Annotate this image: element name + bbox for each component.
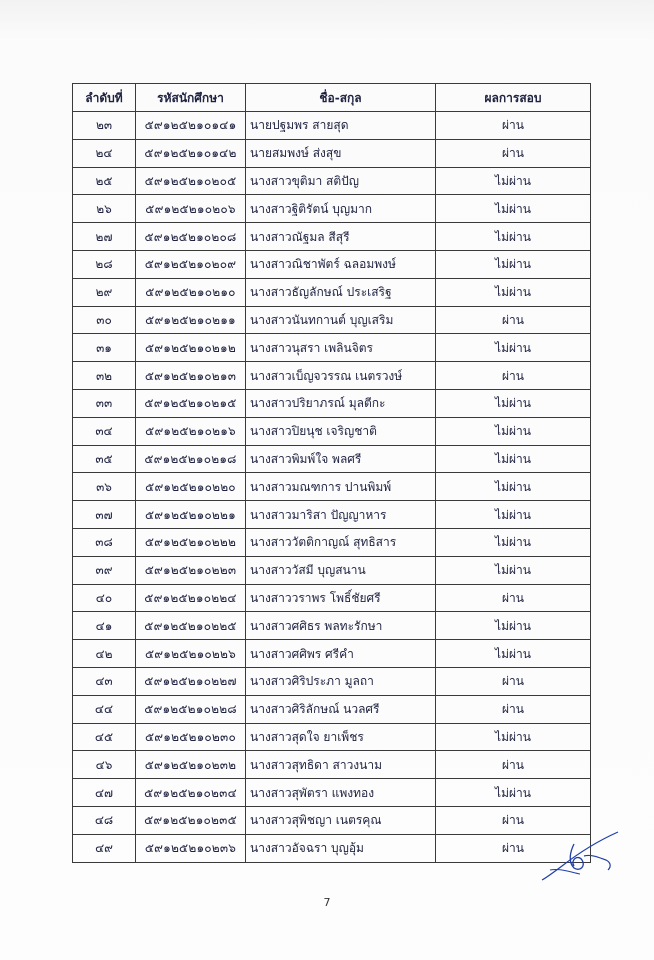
table-row xyxy=(73,139,591,167)
table-row xyxy=(73,362,591,390)
exam-result: ผ่าน xyxy=(436,695,591,723)
exam-result: ไม่ผ่าน xyxy=(436,223,591,251)
table-row xyxy=(73,612,591,640)
row-number: ๒๔ xyxy=(73,139,136,167)
student-id: ๕๙๑๒๕๒๑๐๒๓๔ xyxy=(136,779,246,807)
student-id: ๕๙๑๒๕๒๑๐๒๒๗ xyxy=(136,667,246,695)
exam-result: ผ่าน xyxy=(436,751,591,779)
student-id: ๕๙๑๒๕๒๑๐๒๒๒ xyxy=(136,528,246,556)
table-row xyxy=(73,834,591,862)
student-id: ๕๙๑๒๕๒๑๐๒๑๒ xyxy=(136,334,246,362)
exam-result: ไม่ผ่าน xyxy=(436,473,591,501)
student-name: นางสาวอัจฉรา บุญอุ้ม xyxy=(246,834,436,862)
student-id: ๕๙๑๒๕๒๑๐๒๒๓ xyxy=(136,556,246,584)
row-number: ๓๖ xyxy=(73,473,136,501)
student-id: ๕๙๑๒๕๒๑๐๒๑๑ xyxy=(136,306,246,334)
handwritten-signature-icon xyxy=(540,826,624,882)
exam-result: ไม่ผ่าน xyxy=(436,445,591,473)
row-number: ๔๕ xyxy=(73,723,136,751)
table-row xyxy=(73,640,591,668)
student-id: ๕๙๑๒๕๒๑๐๒๑๐ xyxy=(136,278,246,306)
row-number: ๔๑ xyxy=(73,612,136,640)
table-row xyxy=(73,556,591,584)
row-number: ๔๗ xyxy=(73,779,136,807)
student-id: ๕๙๑๒๕๒๑๐๒๑๘ xyxy=(136,445,246,473)
table-row xyxy=(73,167,591,195)
student-name: นายสมพงษ์ ส่งสุข xyxy=(246,139,436,167)
row-number: ๔๒ xyxy=(73,640,136,668)
row-number: ๔๐ xyxy=(73,584,136,612)
student-name: นางสาวเบ็ญจวรรณ เนตรวงษ์ xyxy=(246,362,436,390)
student-name: นางสาววัสมี บุญสนาน xyxy=(246,556,436,584)
exam-result: ไม่ผ่าน xyxy=(436,640,591,668)
table-row xyxy=(73,751,591,779)
table-row xyxy=(73,584,591,612)
exam-result: ไม่ผ่าน xyxy=(436,334,591,362)
student-name: นางสาวมาริสา ปัญญาหาร xyxy=(246,501,436,529)
table-row xyxy=(73,278,591,306)
student-id: ๕๙๑๒๕๒๑๐๒๐๙ xyxy=(136,250,246,278)
header-student-id: รหัสนักศึกษา xyxy=(136,84,246,112)
student-id: ๕๙๑๒๕๒๑๐๒๐๘ xyxy=(136,223,246,251)
exam-result: ไม่ผ่าน xyxy=(436,723,591,751)
student-name: นางสาวนันทกานต์ บุญเสริม xyxy=(246,306,436,334)
table-row xyxy=(73,528,591,556)
student-id: ๕๙๑๒๕๒๑๐๒๐๖ xyxy=(136,195,246,223)
table-row xyxy=(73,306,591,334)
exam-result: ไม่ผ่าน xyxy=(436,501,591,529)
row-number: ๓๒ xyxy=(73,362,136,390)
exam-result: ผ่าน xyxy=(436,834,591,862)
row-number: ๓๘ xyxy=(73,528,136,556)
student-name: นางสาวปิยนุช เจริญชาติ xyxy=(246,417,436,445)
header-name: ชื่อ-สกุล xyxy=(246,84,436,112)
exam-results-table xyxy=(72,83,591,863)
exam-result: ไม่ผ่าน xyxy=(436,612,591,640)
row-number: ๔๔ xyxy=(73,695,136,723)
student-name: นางสาวสุดใจ ยาเพ็ชร xyxy=(246,723,436,751)
student-id: ๕๙๑๒๕๒๑๐๒๓๒ xyxy=(136,751,246,779)
student-id: ๕๙๑๒๕๒๑๐๒๐๕ xyxy=(136,167,246,195)
table-row xyxy=(73,723,591,751)
student-id: ๕๙๑๒๕๒๑๐๒๓๐ xyxy=(136,723,246,751)
student-id: ๕๙๑๒๕๒๑๐๒๑๖ xyxy=(136,417,246,445)
student-id: ๕๙๑๒๕๒๑๐๒๒๐ xyxy=(136,473,246,501)
student-name: นางสาวพิมพ์ใจ พลศรี xyxy=(246,445,436,473)
student-id: ๕๙๑๒๕๒๑๐๒๓๖ xyxy=(136,834,246,862)
student-id: ๕๙๑๒๕๒๑๐๒๒๑ xyxy=(136,501,246,529)
exam-result: ผ่าน xyxy=(436,806,591,834)
table-row xyxy=(73,334,591,362)
table-row xyxy=(73,223,591,251)
row-number: ๒๖ xyxy=(73,195,136,223)
row-number: ๓๙ xyxy=(73,556,136,584)
student-id: ๕๙๑๒๕๒๑๐๑๔๑ xyxy=(136,112,246,140)
exam-result: ไม่ผ่าน xyxy=(436,167,591,195)
table-row xyxy=(73,417,591,445)
table-row xyxy=(73,806,591,834)
exam-result: ไม่ผ่าน xyxy=(436,556,591,584)
table-row xyxy=(73,389,591,417)
student-name: นางสาวศศิพร ศรีคำ xyxy=(246,640,436,668)
table-row xyxy=(73,112,591,140)
table-row xyxy=(73,195,591,223)
student-id: ๕๙๑๒๕๒๑๐๑๔๒ xyxy=(136,139,246,167)
student-name: นางสาวศิริลักษณ์ นวลศรี xyxy=(246,695,436,723)
student-name: นายปฐมพร สายสุด xyxy=(246,112,436,140)
exam-result: ผ่าน xyxy=(436,362,591,390)
student-id: ๕๙๑๒๕๒๑๐๒๓๕ xyxy=(136,806,246,834)
row-number: ๒๙ xyxy=(73,278,136,306)
header-no: ลำดับที่ xyxy=(73,84,136,112)
row-number: ๒๘ xyxy=(73,250,136,278)
row-number: ๔๙ xyxy=(73,834,136,862)
row-number: ๓๑ xyxy=(73,334,136,362)
row-number: ๒๗ xyxy=(73,223,136,251)
student-name: นางสาวสุพิชญา เนตรคุณ xyxy=(246,806,436,834)
row-number: ๔๘ xyxy=(73,806,136,834)
row-number: ๒๓ xyxy=(73,112,136,140)
student-id: ๕๙๑๒๕๒๑๐๒๑๓ xyxy=(136,362,246,390)
student-name: นางสาววราพร โพธิ์ชัยศรี xyxy=(246,584,436,612)
header-result: ผลการสอบ xyxy=(436,84,591,112)
row-number: ๓๕ xyxy=(73,445,136,473)
exam-result: ผ่าน xyxy=(436,112,591,140)
student-id: ๕๙๑๒๕๒๑๐๒๒๕ xyxy=(136,612,246,640)
student-name: นางสาวสุพัตรา แพงทอง xyxy=(246,779,436,807)
exam-result: ไม่ผ่าน xyxy=(436,389,591,417)
student-name: นางสาวณัฐมล สีสุรี xyxy=(246,223,436,251)
exam-result: ผ่าน xyxy=(436,306,591,334)
page-number: 7 xyxy=(323,896,331,909)
table-row xyxy=(73,250,591,278)
row-number: ๓๐ xyxy=(73,306,136,334)
exam-result: ผ่าน xyxy=(436,667,591,695)
student-name: นางสาวศศิธร พลทะรักษา xyxy=(246,612,436,640)
exam-result: ไม่ผ่าน xyxy=(436,250,591,278)
table-row xyxy=(73,695,591,723)
row-number: ๒๕ xyxy=(73,167,136,195)
row-number: ๓๓ xyxy=(73,389,136,417)
student-name: นางสาวฐิติรัตน์ บุญมาก xyxy=(246,195,436,223)
row-number: ๓๔ xyxy=(73,417,136,445)
row-number: ๔๓ xyxy=(73,667,136,695)
exam-result: ผ่าน xyxy=(436,139,591,167)
table-row xyxy=(73,779,591,807)
student-id: ๕๙๑๒๕๒๑๐๒๑๕ xyxy=(136,389,246,417)
table-body xyxy=(73,112,591,863)
student-name: นางสาวสุทธิดา สาวงนาม xyxy=(246,751,436,779)
exam-result: ไม่ผ่าน xyxy=(436,779,591,807)
student-name: นางสาวนุสรา เพลินจิตร xyxy=(246,334,436,362)
row-number: ๓๗ xyxy=(73,501,136,529)
exam-result: ไม่ผ่าน xyxy=(436,417,591,445)
exam-result: ไม่ผ่าน xyxy=(436,278,591,306)
student-name: นางสาวปริยาภรณ์ มุลตีกะ xyxy=(246,389,436,417)
exam-result: ผ่าน xyxy=(436,584,591,612)
student-id: ๕๙๑๒๕๒๑๐๒๒๖ xyxy=(136,640,246,668)
student-name: นางสาวขุติมา สติปัญ xyxy=(246,167,436,195)
table-row xyxy=(73,473,591,501)
student-name: นางสาวณิชาพัตร์ ฉลอมพงษ์ xyxy=(246,250,436,278)
student-name: นางสาวศิริประภา มูลถา xyxy=(246,667,436,695)
student-name: นางสาววัตติกาญณ์ สุทธิสาร xyxy=(246,528,436,556)
table-row xyxy=(73,445,591,473)
student-id: ๕๙๑๒๕๒๑๐๒๒๘ xyxy=(136,695,246,723)
student-name: นางสาวธัญลักษณ์ ประเสริฐ xyxy=(246,278,436,306)
exam-result: ไม่ผ่าน xyxy=(436,528,591,556)
row-number: ๔๖ xyxy=(73,751,136,779)
student-id: ๕๙๑๒๕๒๑๐๒๒๔ xyxy=(136,584,246,612)
table-header-row xyxy=(73,84,591,112)
table-row xyxy=(73,501,591,529)
student-name: นางสาวมณฑการ ปานพิมพ์ xyxy=(246,473,436,501)
exam-result: ไม่ผ่าน xyxy=(436,195,591,223)
table-row xyxy=(73,667,591,695)
